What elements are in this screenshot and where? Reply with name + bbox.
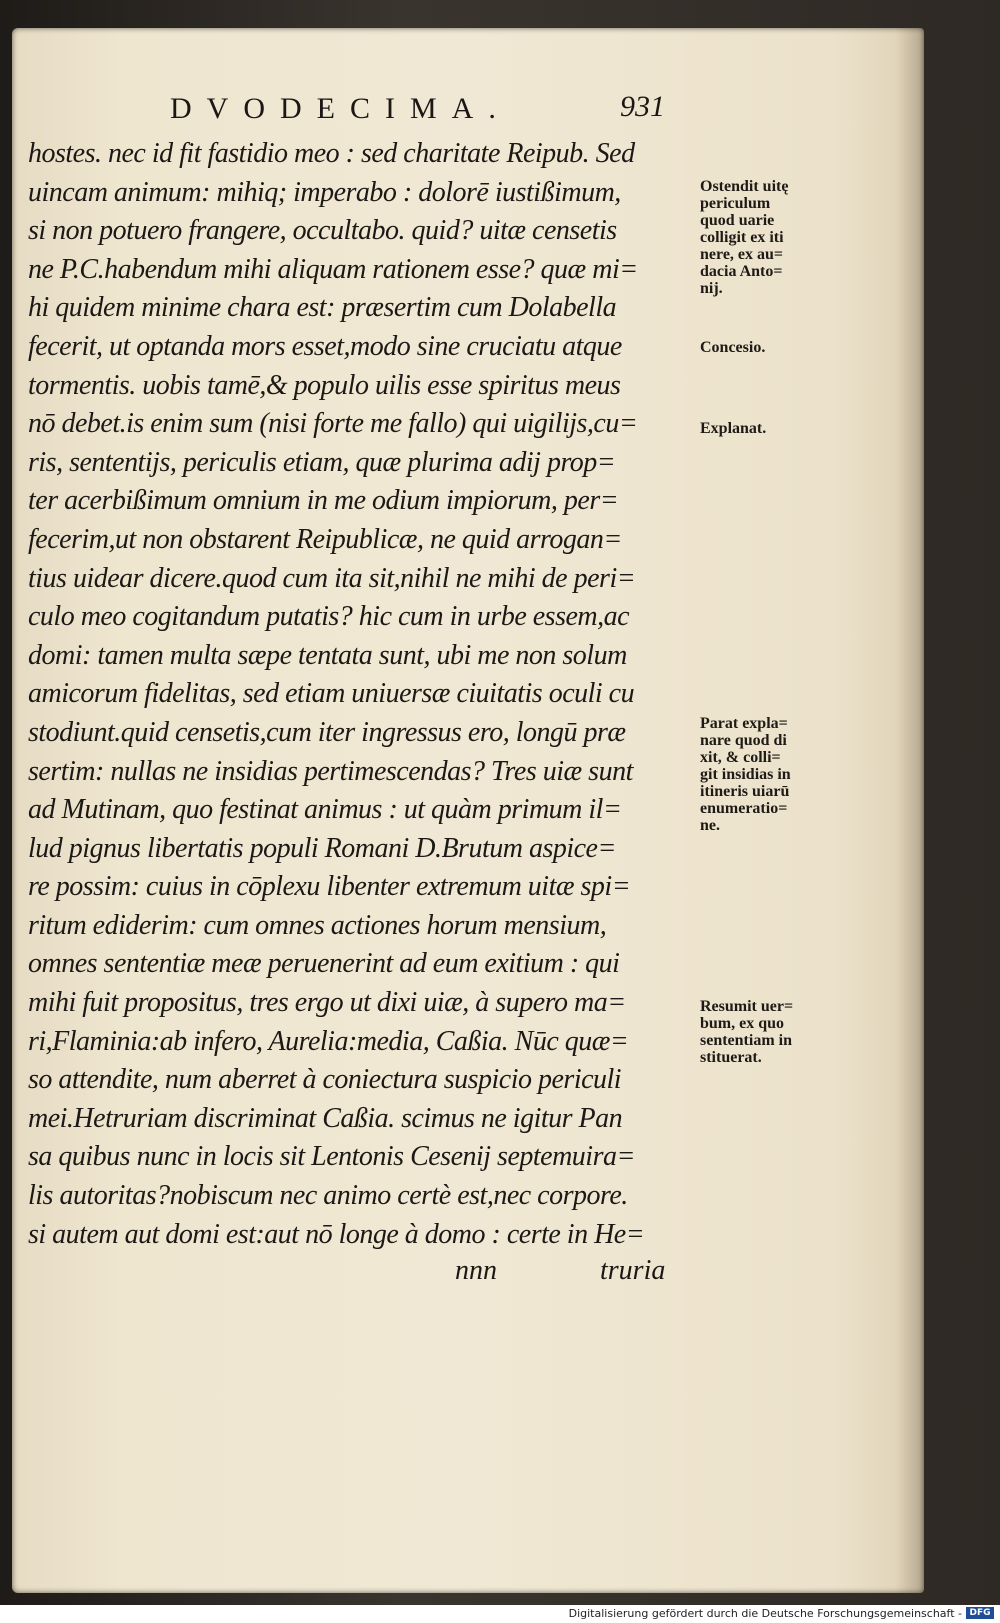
text-line: sertim: nullas ne insidias pertimescendas? Tres uiæ sunt <box>28 755 633 787</box>
note-line: nij. <box>700 280 723 297</box>
note-line: quod uarie <box>700 212 775 229</box>
marginal-note-ostendit <box>700 178 840 297</box>
text-line: si autem aut domi est:aut nō longe à domo : certe in He= <box>28 1218 645 1250</box>
note-line: colligit ex iti <box>700 229 784 246</box>
signature-mark: nnn <box>455 1255 497 1286</box>
text-line: ter acerbißimum omnium in me odium impiorum, per= <box>28 485 619 517</box>
catchword: truria <box>600 1255 666 1286</box>
text-line: lis autoritas?nobiscum nec animo certè est,nec corpore. <box>28 1180 628 1212</box>
note-line: itineris uiarū <box>700 783 790 800</box>
note-line: periculum <box>700 195 771 212</box>
note-line: Concesio. <box>700 339 766 356</box>
text-line: ris, sententijs, periculis etiam, quæ plurima adij prop= <box>28 446 616 478</box>
note-line: Resumit uer= <box>700 998 794 1015</box>
note-line: bum, ex quo <box>700 1015 785 1032</box>
marginal-note-resumit <box>700 998 840 1066</box>
dfg-logo: DFG <box>966 1607 994 1619</box>
page-edge-shadow <box>895 28 924 1593</box>
note-line: stituerat. <box>700 1049 762 1066</box>
text-line: ritum ediderim: cum omnes actiones horum mensium, <box>28 909 607 941</box>
text-line: mei.Hetruriam discriminat Caßia. scimus ne igitur Pan <box>28 1102 623 1134</box>
text-line: ad Mutinam, quo festinat animus : ut quàm primum il= <box>28 794 622 826</box>
marginal-note-explanat <box>700 420 840 437</box>
text-line: fecerit, ut optanda mors esset,modo sine cruciatu atque <box>28 330 622 362</box>
note-line: git insidias in <box>700 766 791 783</box>
text-line: amicorum fidelitas, sed etiam uniuersæ ciuitatis oculi cu <box>28 678 635 710</box>
footer-credit: Digitalisierung gefördert durch die Deutsche Forschungsgemeinschaft - <box>568 1607 962 1620</box>
text-line: sa quibus nunc in locis sit Lentonis Cesenij septemuira= <box>28 1141 635 1173</box>
text-line: hostes. nec id fit fastidio meo : sed charitate Reipub. Sed <box>28 138 635 169</box>
note-line: nere, ex au= <box>700 246 784 263</box>
text-line: si non potuero frangere, occultabo. quid? uitæ censetis <box>28 215 617 247</box>
marginal-note-parat <box>700 715 840 834</box>
note-line: nare quod di <box>700 732 787 749</box>
text-line: omnes sententiæ meæ peruenerint ad eum exitium : qui <box>28 948 620 980</box>
text-line: ri,Flaminia:ab infero, Aurelia:media, Caßia. Nūc quæ= <box>28 1025 629 1057</box>
text-line: hi quidem minime chara est: præsertim cum Dolabella <box>28 292 617 324</box>
main-text-block <box>28 135 794 1254</box>
note-line: Parat expla= <box>700 715 788 732</box>
text-line: uincam animum: mihiq; imperabo : dolorē iustißimum, <box>28 176 621 208</box>
text-line: mihi fuit propositus, tres ergo ut dixi uiæ, à supero ma= <box>28 987 626 1019</box>
text-line: culo meo cogitandum putatis? hic cum in urbe essem,ac <box>28 601 630 633</box>
note-line: Explanat. <box>700 420 767 437</box>
text-line: so attendite, num aberret à coniectura suspicio periculi <box>28 1064 622 1096</box>
text-line: tormentis. uobis tamē,& populo uilis esse spiritus meus <box>28 369 621 401</box>
text-line: stodiunt.quid censetis,cum iter ingressus ero, longū præ <box>28 716 626 748</box>
note-line: sententiam in <box>700 1032 792 1049</box>
marginal-note-concessio <box>700 339 840 356</box>
text-line: fecerim,ut non obstarent Reipublicæ, ne quid arrogan= <box>28 523 622 555</box>
note-line: dacia Anto= <box>700 263 783 280</box>
text-line: nō debet.is enim sum (nisi forte me fallo) qui uigilijs,cu= <box>28 408 638 440</box>
note-line: xit, & colli= <box>700 749 781 766</box>
note-line: Ostendit uitę <box>700 178 789 195</box>
note-line: ne. <box>700 817 720 834</box>
text-line: tius uidear dicere.quod cum ita sit,nihil ne mihi de peri= <box>28 562 636 594</box>
text-line: domi: tamen multa sæpe tentata sunt, ubi me non solum <box>28 639 627 671</box>
note-line: enumeratio= <box>700 800 788 817</box>
text-line: lud pignus libertatis populi Romani D.Brutum aspice= <box>28 832 616 864</box>
running-title: DVODECIMA. <box>170 92 511 125</box>
text-line: re possim: cuius in cōplexu libenter extremum uitæ spi= <box>28 871 631 903</box>
text-line: ne P.C.habendum mihi aliquam rationem esse? quæ mi= <box>28 253 638 285</box>
page-number: 931 <box>620 90 665 123</box>
